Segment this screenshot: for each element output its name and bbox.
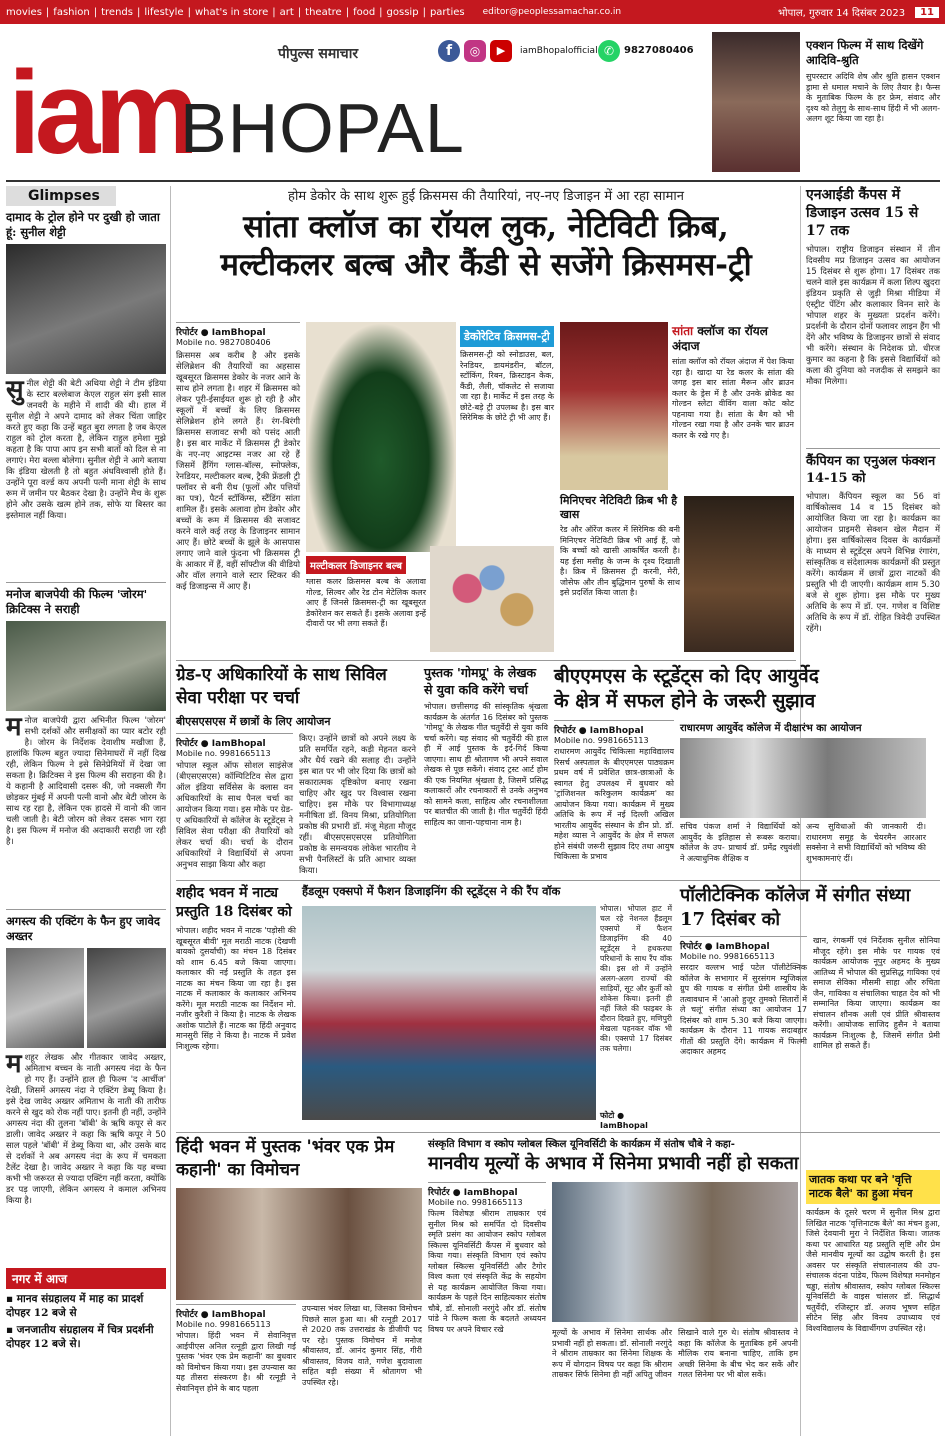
story3-photo-2	[87, 948, 166, 1048]
campion-body: भोपाल। कैंपियन स्कूल का 56 वां वार्षिकोत्सव 14 व 15 दिसंबर को आयोजित किया जा रहा है। कार्यक्रम का आयोजन प्राइमरी सेक्शन खेल मैदान में होगा। इस वार्षिकोत्सव दिवस के कार्यक्रमों के माध्यम से स्टूडेंट्स अपने विभिन्न रंगारंग, सांस्कृतिक व संदेशात्मक कार्यक्रमों की प्रस्तुत करेंगे। कार्यक्रम में छात्रों द्वारा नाटकों की प्रस्तुति भी दी जाएगी। कार्यक्रम शाम 5.30 बजे से शुरू होगा। इस मौके पर मुख्य अतिथि के रूप में डॉ. एन. गणेश व विशिष्ट अतिथि के रूप में डॉ. रोहित त्रिवेदी उपस्थित रहेंगे।	[806, 491, 940, 633]
nid-headline: एनआईडी कैंपस में डिजाइन उत्सव 15 से 17 तक	[806, 187, 919, 239]
story1-photo	[6, 244, 166, 374]
nav-item[interactable]: theatre	[305, 6, 342, 18]
nav-separator: |	[272, 6, 276, 18]
jatak-headline: जातक कथा पर बने 'वृत्ति नाटक बैले' का हुआ मंचन	[809, 1173, 913, 1200]
story3-headline: अगस्त्य की एक्टिंग के फैन हुए जावेद अख्तर	[6, 914, 161, 943]
bams-col-1	[554, 720, 674, 872]
bams-body-1: राधारमण आयुर्वेद चिकित्सा महाविद्यालय रिसर्च अस्पताल के बीएएमएस पाठ्यक्रम प्रथम वर्ष में प्रवेशित छात्र-छात्राओं के स्वागत हेतु उपलक्ष्य में बुधवार को 'ट्रांजिशनल करिकुलम कार्यक्रम' का आयोजन किया गया। कार्यक्रम में मुख्य अतिथि के रूप में नई दिल्ली अखिल भारतीय आयुर्वेद संस्थान के डीन प्रो. डॉ. महेश व्यास ने आयुर्वेद के क्षेत्र में सफल होने संबंधी जरूरी सुझाव दिए तथा आयुष चिकित्सा के प्रभाव	[554, 747, 674, 861]
lead-headline-2: मल्टीकलर बल्ब और कैंडी से सजेंगे क्रिसमस-ट्री	[220, 247, 752, 283]
lead-headline-1: सांता क्लॉज का रॉयल लुक, नेटिविटी क्रिब,	[243, 209, 729, 245]
story1-body	[6, 375, 166, 578]
hindi-mobile: Mobile no. 9981665113	[176, 1320, 271, 1329]
teaser-story	[806, 38, 940, 178]
youtube-icon[interactable]: ▶	[490, 40, 512, 62]
santa-title-box	[672, 324, 794, 354]
gompru-headline: पुस्तक 'गोमप्रू' के लेखक से युवा कवि करेंगे चर्चा	[424, 665, 537, 697]
bams-subhead: राधारमण आयुर्वेद कॉलेज में दीक्षारंभ का आयोजन	[680, 723, 862, 734]
story3-drop: म	[6, 1049, 22, 1079]
santa-photo	[560, 322, 668, 490]
lead-mobile: Mobile no. 9827080406	[176, 338, 271, 347]
cinema-body-1: फिल्म विशेषज्ञ श्रीराम ताम्रकार एवं सुनील मिश्र को समर्पित दो दिवसीय स्मृति प्रसंग का आयोजन स्कोप ग्लोबल स्किल्स यूनिवर्सिटी कैंपस में बुधवार को किया गया। संस्कृति विभाग एवं स्कोप ग्लोबल स्किल्स यूनिवर्सिटी और टैगोर विश्व कला एवं संस्कृति केंद्र के सहयोग से यह कार्यक्रम आयोजित किया गया। कार्यक्रम के पहले दिन साहित्यकार संतोष चौबे, डॉ. सोनाली नरगुंदे और डॉ. संतोष पांडे ने फिल्म कला के बदलते अध्ययन विषय पर अपने विचार रखे	[428, 1209, 546, 1334]
handloom-photo-credit: फोटो ● IamBhopal	[600, 1111, 648, 1130]
shaheed-story	[176, 884, 296, 1128]
masthead	[8, 28, 708, 178]
hindi-headline: हिंदी भवन में पुस्तक 'भंवर एक प्रेम कहानी' का विमोचन	[176, 1137, 395, 1180]
nav-item[interactable]: lifestyle	[144, 6, 184, 18]
divider	[176, 880, 940, 881]
bulb-title: मल्टीकलर डिजाइनर बल्ब	[306, 556, 406, 574]
lead-byline	[176, 322, 300, 347]
nagar-label: नगर में आज	[6, 1268, 166, 1289]
column-rule	[170, 186, 171, 1436]
crib-photo	[684, 496, 794, 652]
handloom-story	[302, 884, 672, 1128]
page-number: 11	[915, 7, 939, 18]
nav-item[interactable]: food	[353, 6, 376, 18]
jatak-headline-box	[806, 1170, 940, 1204]
jatak-body: कार्यक्रम के दूसरे चरण में सुनील मिश्र द्वारा लिखित नाटक 'वृत्तिनाटक बैले' का मंचन हुआ, जिसे देवयानी मुरा ने निर्देशित किया। जातक कथा पर आधारित यह प्रस्तुति सृष्टि और प्रेम जैसे मानवीय मूल्यों का उद्घोष करती है। इस अवसर पर संस्कृति संचालनालय की उप-संचालक वंदना पांडेय, फिल्म विशेषज्ञ मनमोहन चड्ढा, संतोष श्रीवास्तव, स्कोप ग्लोबल स्किल्स यूनिवर्सिटी के वाइस चांसलर डॉ. सिद्धार्थ चतुर्वेदी, रजिस्ट्रार डॉ. अजय भूषण सहित सीटेन सिंह और विनय उपाध्याय एवं विश्वविद्यालय के विद्यार्थीगण उपस्थित रहे।	[806, 1208, 940, 1333]
instagram-icon[interactable]: ◎	[464, 40, 486, 62]
gompru-story	[424, 664, 548, 874]
bams-photo	[680, 738, 926, 818]
glimpses-column	[6, 186, 166, 1436]
poly-byline-text: रिपोर्टर ● IamBhopal	[680, 942, 770, 952]
bams-mobile: Mobile no. 9981665113	[554, 736, 649, 745]
crib-body: रेड और ऑरेंज कलर में सिरेमिक की बनी मिनिएचर नेटिविटी क्रिब भी आई हैं, जो कि बच्चों को खासी आकर्षित करती है। यह ईसा मसीह के जन्म के दृश्य दिखाती है। क्रिब में क्रिसमस ट्री करनी, मेरी, जोसेफ और तीन बुद्धिमान पुरुषों के साथ इसे प्रदर्शित किया जाता है।	[560, 525, 680, 597]
cinema-byline-text: रिपोर्टर ● IamBhopal	[428, 1188, 518, 1198]
decor-body: क्रिसमस-ट्री को स्नोडाउस, बल, रेनडियर, डायमंडरीन, बॉटल, स्टॉकिंग, रिबन, क्रिस्टाइन केक, कैंडी, लैली, चॉकलेट से सजाया जा रहा है। मार्केट में इस तरह के छोटे-बड़े ट्री उपलब्ध है। इस बार सिरेमिक के छोटे ट्री भी आए हैं।	[460, 350, 554, 422]
story1-headline: दामाद के ट्रोल होने पर दुखी हो जाता हूं: सुनील शेट्टी	[6, 210, 160, 239]
grade-byline	[176, 733, 293, 758]
glimpses-label: Glimpses	[6, 186, 116, 206]
shaheed-headline: शहीद भवन में नाट्य प्रस्तुति 18 दिसंबर को	[176, 885, 292, 920]
issue-date: भोपाल, गुरुवार 14 दिसंबर 2023	[778, 8, 906, 19]
campion-headline: कैंपियन का एनुअल फंक्शन 14-15 को	[806, 454, 936, 486]
masthead-rule	[6, 180, 940, 182]
lead-byline-text: रिपोर्टर ● IamBhopal	[176, 328, 266, 338]
gompru-body: भोपाल। छत्तीसगढ़ की सांस्कृतिक श्रृंखला कार्यक्रम के अंतर्गत 16 दिसंबर को पुस्तक 'गोमप्रू' के लेखक गीत चतुर्वेदी से युवा कवि चर्चा करेंगे। यह संवाद श्री चतुर्वेदी की हाल ही में आई पुस्तक के इर्द-गिर्द किया जाएगा। साथ ही श्रोतागण भी अपने सवाल लेखक से पूछ सकेंगे। संवाद ट्रस्ट आर्ट होम की एक नियमित श्रृंखला है, जिसमें प्रसिद्ध कलाकारों और रचनाकारों से उनके अनुभव को सामने कला, साहित्य और रचनाशीलता पर बातचीत की जाती है। गीत चतुर्वेदी हिंदी साहित्य का जाना-पहचाना नाम है।	[424, 702, 548, 827]
nav-item[interactable]: gossip	[386, 6, 419, 18]
grade-body-1: भोपाल स्कूल ऑफ सोशल साइंसेज (बीएसएसएस) कॉम्पिटिटिव सेल द्वारा ऑल इंडिया सर्विसेस के क्लास वन अधिकारियों के साथ पैनल चर्चा का आयोजन किया गया। इस मौके पर ग्रेड-ए अधिकारियों से कॉलेज के स्टूडेंट्स ने सिविल सेवा परीक्षा की तैयारियों को लेकर चर्चा की। चर्चा के दौरान अधिकारियों ने विद्यार्थियों से अपना अनुभव साझा किया और कहा	[176, 760, 293, 869]
top-nav-bar	[0, 0, 945, 24]
poly-body-2: खान, रंगकर्मी एवं निर्देशक सुनील सोनिया मौजूद रहेंगे। इस मौके पर गायक एवं कार्यक्रम आयोजक नूपुर अहमद के मुख्य आतिथ्य में भोपाल की सुप्रसिद्ध गायिका एवं समाज सेविका मौसमी साहा और रुचिता जैन, गायिका व संचालिका चाहत देव को भी सम्मानित किया जाएगा। कार्यक्रम का संचालन शौनक अली एवं प्रीति श्रीवास्तव करेंगी। आयोजक साजिद हुसैन ने बताया कार्यक्रम निःशुल्क है, जिसमें संगीत प्रेमी शामिल हो सकते हैं।	[813, 936, 940, 1050]
cinema-kicker: संस्कृति विभाग व स्कोप ग्लोबल स्किल यूनिवर्सिटी के कार्यक्रम में संतोष चौबे ने कहा-	[428, 1139, 735, 1150]
story2-drop: म	[6, 712, 22, 742]
grade-body-2: किए। उन्होंने छात्रों को अपने लक्ष्य के प्रति समर्पित रहने, कड़ी मेहनत करने और धैर्य रखने की सलाह दी। उन्होंने इस बात पर भी जोर दिया कि छात्रों को सकारात्मक दृष्टिकोण बनाए रखना चाहिए और खुद पर विश्वास रखना चाहिए। इस मौके पर विभागाध्यक्ष मनीषिता डॉ. विनय मिश्रा, प्रतियोगिता प्रकोष्ठ की प्रभारी डॉ. मंजू मेहता मौजूद रहीं। बीएसएसएसएस प्रतियोगिता प्रकोष्ठ के समन्वयक लोकेश भारतीय ने सभी पैनलिस्टों के प्रति आभार व्यक्त किया।	[299, 733, 416, 875]
bams-byline-text: रिपोर्टर ● IamBhopal	[554, 726, 644, 736]
paper-name: पीपुल्स समाचार	[278, 46, 359, 62]
crib-title: मिनिएचर नेटिविटी क्रिब भी है खास	[560, 494, 678, 521]
handloom-headline: हैंडलूम एक्सपो में फैशन डिजाइनिंग की स्टूडेंट्स ने की रैंप वॉक	[302, 884, 561, 898]
poly-story	[680, 884, 940, 1128]
shaheed-body: भोपाल। शहीद भवन में नाटक 'पड़ोसी की खूबसूरत बीवी' मूल मराठी नाटक (देखणी बायको दुसर्यांची) का मंचन 18 दिसंबर को शाम 6.45 बजे किया जाएगा। कलाकार की नई प्रस्तुति के तहत इस नाटक का मंचन किया जा रहा है। इस नाटक में कलाकार के कलाकार अभिनय करेंगे। मूल मराठी नाटक का निर्देशन मो. नजीर कुरैशी ने किया है। नाटक के लेखक अशोक पाटोले हैं। नाटक का हिंदी अनुवाद मानसुरी सिंह ने किया है। नाटक में प्रवेश निःशुल्क रहेगा।	[176, 926, 296, 1051]
logo-iam: iam	[8, 47, 194, 179]
xmas-tree-photo	[306, 322, 456, 552]
lead-body: क्रिसमस अब करीब है और इसके सेलिब्रेशन की तैयारियों का अहसास खूबसूरत क्रिसमस डेकोर के नजर आने के साथ होने लगता है। शहर में क्रिसमस को लेकर पूरी-ईसाईयत शुरू हो रही है और स्कूलों में बच्चों के लिए क्रिसमस सेलिब्रेशन होने लगते हैं। रंग-बिरंगी क्रिसमस सजावट सभी को पसंद आती है। इस बार मार्केट में क्रिसमस ट्री डेकोर के नए-नए आइटम्स नजर आ रहे हैं जिसमें हैंगिंग ग्लास-बॉल्स, स्नोफ्लेक, रेनडियर, मल्टीकलर बल्ब, ट्रैकी फ्रेंडली ट्री फ्लॉवर से बनी रीथ (फूलों और पत्तियों का पत्र), पैटर्न स्टॉकिंग्स, स्टैंडिंग सांता शामिल हैं। इसके अलावा होम डेकोर और बच्चों के रूम में क्रिसमस की सजावट करने वाले कई तरह के डिजाइनर सामान आए हैं। छोटे बच्चों के झूले के आसपास लगाए जाने वाले फुंदना भी क्रिसमस ट्री के आकार में हैं, वहीं सॉफ्टीज की वीडियो और वॉल लगाने वाले स्टार स्टिकर की कई डिजाइन्स में आए हैं।	[176, 350, 300, 591]
cinema-byline	[428, 1182, 546, 1207]
grade-col-1	[176, 733, 293, 869]
cinema-body-3: सिखाने वाले गुरु थे। संतोष श्रीवास्तव ने कहा कि कॉलेज के मुताबिक हमें अपनी मौलिक राय बनाना चाहिए, ताकि हम अच्छी सिनेमा के बीच भेद कर सकें और गलत सिनेमा पर भी बोल सकें।	[678, 1328, 798, 1379]
grade-byline-text: रिपोर्टर ● IamBhopal	[176, 739, 266, 749]
lead-story	[176, 186, 796, 656]
nav-item[interactable]: parties	[429, 6, 465, 18]
facebook-icon[interactable]: f	[438, 40, 460, 62]
nav-separator: |	[187, 6, 191, 18]
grade-mobile: Mobile no. 9981665113	[176, 749, 271, 758]
story3-body	[6, 1049, 166, 1264]
hindi-byline-text: रिपोर्टर ● IamBhopal	[176, 1310, 266, 1320]
nav-item[interactable]: movies	[6, 6, 42, 18]
grade-subhead: बीएसएसएस में छात्रों के लिए आयोजन	[176, 715, 331, 728]
poly-byline	[680, 936, 807, 961]
whatsapp-icon[interactable]: ✆	[598, 40, 620, 62]
nav-separator: |	[93, 6, 98, 18]
bams-headline-2: के क्षेत्र में सफल होने के जरूरी सुझाव	[554, 690, 816, 712]
nagar-item-2: ▪ जनजातीय संग्रहालय में चित्र प्रदर्शनी दोपहर 12 बजे से।	[6, 1324, 154, 1350]
santa-box	[672, 324, 794, 494]
hindi-body-2: उपन्यास भंवर लिखा था, जिसका विमोचन पिछले साल हुआ था। श्री रत्नूड़ी 2017 से 2020 तक उत्तराखंड के डीजीपी पद पर रहे। पुस्तक विमोचन में मनोज श्रीवास्तव, डॉ. आनंद कुमार सिंह, गीरी श्रीवास्तव, विजय वाते, गणेश बुदावाला सहित बड़ी संख्या में श्रोतागण भी उपस्थित रहे।	[302, 1304, 422, 1387]
poly-mobile: Mobile no. 9981665113	[680, 952, 775, 961]
hindi-body-1: भोपाल। हिंदी भवन में सेवानिवृत्त आईपीएस अनिल रत्नूड़ी द्वारा लिखी गई पुस्तक 'भंवर एक प्रेम कहानी' का बुधवार को विमोचन किया गया। इस उपन्यास का यह तीसरा संस्करण है। श्री रत्नूड़ी ने सेवानिवृत्त होने के बाद पहला	[176, 1331, 296, 1393]
cinema-headline: मानवीय मूल्यों के अभाव में सिनेमा प्रभावी नहीं हो सकता	[428, 1153, 799, 1174]
decor-box	[460, 326, 554, 536]
nav-separator: |	[45, 6, 50, 18]
whatsapp-number[interactable]: 9827080406	[624, 45, 694, 56]
logo-city: BHOPAL	[180, 89, 465, 167]
section-nav	[6, 7, 465, 18]
bulb-box	[306, 554, 426, 654]
editor-email: editor@peoplessamachar.co.in	[482, 7, 622, 17]
divider	[176, 1132, 940, 1133]
nav-separator: |	[422, 6, 426, 18]
nav-item[interactable]: art	[279, 6, 294, 18]
social-handle[interactable]: iamBhopalofficial	[520, 46, 598, 56]
nav-separator: |	[136, 6, 141, 18]
jatak-story	[806, 1170, 940, 1436]
story1-drop: सु	[6, 375, 24, 405]
hindi-col-1	[176, 1304, 296, 1419]
bams-byline	[554, 720, 674, 745]
nagar-item-2-text: जनजातीय संग्रहालय में चित्र प्रदर्शनी दोपहर 12 बजे से।	[6, 1324, 154, 1350]
poly-columns	[680, 936, 940, 1104]
divider	[806, 448, 940, 449]
bams-headline-1: बीएएमएस के स्टूडेंट्स को दिए आयुर्वेद	[554, 665, 819, 687]
bulb-body: ग्लास कलर क्रिसमस बल्ब के अलावा गोल्ड, सिल्वर और रेड टोन मेटेलिक कलर आए हैं जिनसे क्रिसमस-ट्री का खूबसूरत डेकोरेशन कर सकते हैं। इसके अलावा इन्हें दीवारों पर भी लगा सकते हैं।	[306, 577, 426, 628]
story2-text: नोज बाजपेयी द्वारा अभिनीत फिल्म 'जोरम' सभी दर्शकों और समीक्षकों का प्यार बटोर रही है। जोरम के निर्देशक देवाशीष मखीजा हैं, हालांकि फिल्म बहुत ज्यादा सिनेमाघरों में नहीं दिख रही, लेकिन फिल्म ने इसे सिनेप्रेमियों में देखा जा सकता है। क्रिटिक्स ने इस फिल्म की सराहना की है। ये कहानी है आदिवासी दसरू की, जो नक्सली गैंग छोड़कर मुंबई में अपनी पत्नी वानो और बेटी जोरम के साथ रह रहा है, लेकिन एक हादसे में वानो की जान चली जाती है। बेटी जोरम को लेकर दसरू भाग रहा है। इस फिल्म में मनोज की अदाकारी सराही जा रही है।	[6, 715, 166, 846]
cinema-body-2: मूल्यों के अभाव में सिनेमा सार्थक और प्रभावी नहीं हो सकता। डॉ. सोनाली नरगुंदे ने श्रीराम ताम्रकार का सिनेमा शिक्षक के रूप में योगदान विषय पर कहा कि श्रीराम ताम्रकर सिर्फ सिनेमा ही नहीं अपितु जीवन	[552, 1328, 672, 1379]
cinema-mobile: Mobile no. 9981665113	[428, 1198, 523, 1207]
handloom-body: भोपाल। भोपाल हाट में चल रहे नेशनल हैंडलूम एक्सपो में फैशन डिजाइनिंग की 40 स्टूडेंट्स ने हथकरघा परिधानों के साथ रैंप वॉक की। इस शो में उन्होंने अलग-अलग राज्यों की साड़ियों, सूट और कुर्ती को शोकेस किया। इतनी ही नहीं जिले की फाइबर के दौरान दिखते हुए, मणिपुरी मेखला पहनकर वॉक भी की। एक्सपो 17 दिसंबर तक चलेगा।	[600, 904, 672, 1053]
grade-columns	[176, 733, 416, 875]
hindi-story	[176, 1136, 422, 1436]
santa-body: सांता क्लॉज को रॉयल अंदाज में पेश किया रहा है। खादा या रेड कलर के सांता की जगह इस बार सांता मैरून और ब्राउन कलर के ड्रेस में है और उनके ब्रोकेड का गोल्डन स्लेटा वीविंग वाला कोट कोट पहनाया गया है। सांता के बैग को भी गोल्डन रखा गया है और उनके चार ब्राउन कलर के रखे गए है।	[672, 357, 794, 440]
santa-title-red: सांता	[672, 324, 694, 338]
divider	[176, 660, 796, 661]
handloom-photo	[302, 906, 596, 1120]
social-icons	[438, 40, 524, 68]
nav-item[interactable]: what's in store	[194, 6, 269, 18]
story2-photo	[6, 621, 166, 711]
nav-separator: |	[345, 6, 350, 18]
lead-text-col	[176, 322, 300, 652]
nagar-item-1: ▪ मानव संग्रहालय में माह का प्रादर्श दोपहर 12 बजे से	[6, 1293, 144, 1319]
hindi-byline	[176, 1304, 296, 1329]
teaser-body: सुपरस्टार अदिवि शेष और श्रुति हासन एक्शन ड्रामा से धमाल मचाने के लिए तैयार है। फैन्स के मुताबिक फिल्म के हर फ्रेम, संवाद और दृश्य को तेलुगु के साथ-साथ हिंदी में भी अलग-अलग शूट किया जा रहा है।	[806, 72, 940, 123]
cinema-col-1	[428, 1182, 546, 1432]
nav-item[interactable]: trends	[101, 6, 133, 18]
hindi-columns	[176, 1304, 422, 1419]
cinema-photo	[552, 1182, 798, 1322]
story3-text: शहूर लेखक और गीतकार जावेद अख्तर, अमिताभ बच्चन के नाती अगस्त्य नंदा के फैन हो गए हैं। उन्होंने हाल ही फिल्म 'द आर्चीज' देखी, जिसमें अगस्त्य नंदा ने एक्टिंग डेब्यू किया है। इसे देख जावेद अख्तर अमिताभ के नाती की तारीफ करने से खुद को रोक नहीं पाए। इतनी ही नहीं, उन्होंने अगस्त्य नंदा की तुलना 'बॉबी' के ऋषि कपूर से कर डाली। जावेद अख्तर ने कहा कि ऋषि कपूर ने 50 साल पहले 'बॉबी' में डेब्यू किया था, और उसके बाद से दर्शकों ने अब अगस्त्य नंदा के रूप में चमकता टैलेंट देखा है। जावेद अख्तर ने कहा कि यह बच्चा कभी भी जरूरत से ज्यादा एक्टिंग नहीं करता, क्योंकि डर पड़ जाएगी, लेकिन अगस्त्य ने कमाल अभिनय किया है।	[6, 1052, 166, 1205]
poly-col-1	[680, 936, 807, 1104]
nav-separator: |	[297, 6, 302, 18]
poly-headline: पॉलीटेक्निक कॉलेज में संगीत संध्या 17 दिसंबर को	[680, 885, 911, 930]
teaser-photo	[712, 32, 800, 172]
story2-headline: मनोज बाजपेयी की फिल्म 'जोरम' क्रिटिक्स ने सराही	[6, 587, 148, 616]
story2-body	[6, 712, 166, 905]
story3-photos	[6, 948, 166, 1048]
divider	[6, 909, 166, 910]
santa-title: क्लॉज का रॉयल अंदाज	[672, 324, 768, 353]
bams-body-2: सचिव पंकज शर्मा ने विद्यार्थियों को आयुर्वेद के इतिहास से रूबरू कराया। कॉलेज के उप- प्राचार्य डॉ. प्रमेंद्र रघुवंशी ने अत्याधुनिक शैक्षिक व	[680, 822, 800, 863]
nid-body: भोपाल। राष्ट्रीय डिजाइन संस्थान में तीन दिवसीय मप्र डिजाइन उत्सव का आयोजन 15 दिसंबर से शुरू होगा। 17 दिसंबर तक चलने वाले इस कार्यक्रम में कला शिल्प खुदरा इंडियन प्रकृति से जुड़ी मिश्रा मीडिया में एंस्ट्रीट पेंटिंग और कलाकार विनन सारे के भोपाल शहर के मुख्यतः प्रदर्शन करेंगे। प्रदर्शनी के दौरान दोनों फलावर लाइन हैंग भी देंगे और भविष्य के डिजाइनर छात्रों से संवाद भी करेंगे। संस्थान के निदेशक प्रो. धीरज कुमार का कहना है कि इससे विद्यार्थियों को कला की दुनिया को नजदीक से समझने का मौका मिलेगा।	[806, 244, 940, 386]
crib-box	[560, 494, 680, 654]
grade-story	[176, 664, 416, 874]
poly-body-1: सरदार वल्लभ भाई पटेल पॉलीटेक्निक कॉलेज के सभागार में सुरसंगम म्यूजिकल ग्रुप की गायक व संगीत प्रेमी शास्त्रीय के तत्वावधान में 'आओ हुजूर तुमको सितारों में ले चलूं' संगीत संध्या का आयोजन 17 दिसंबर को शाम 5.30 बजे किया जाएगा। कार्यक्रम के दौरान 11 गायक सदाबहार गीतों की प्रस्तुति देंगे। कार्यक्रम में फिल्मी अदाकार अहमद	[680, 963, 807, 1056]
grade-headline: ग्रेड-ए अधिकारियों के साथ सिविल सेवा परीक्षा पर चर्चा	[176, 665, 387, 708]
hindi-photo	[176, 1188, 422, 1300]
bulbs-photo	[430, 546, 554, 652]
story1-text: नील शेट्टी की बेटी अथिया शेट्टी ने टीम इंडिया के स्टार बल्लेबाज केएल राहुल संग इसी साल जनवरी के महीने में शादी की थी। हाल में सुनील शेट्टी ने अपने दामाद को लेकर चिंता जाहिर करते हुए कहा कि उन्हें बहुत बुरा लगता है जब केएल राहुल को ट्रोल करता है, लेकिन राहुल हमेशा मुझे कहता है कि पापा आप इन सभी बातों को दिल से ना लगाएं। मेरा बल्ला बोलेगा। सुनील शेट्टी ने आगे बताया कि इंडिया खेलती है तो बहुत अंधविश्वासी होते हैं। उन्होंने पूरा वर्ल्ड कप अपनी पत्नी माना शेट्टी के साथ रूम में जमीन पर बैठकर देखा है। उन्होंने मैच के शुरू होने और उसके खत्म होने तक, सोफे या बिस्तर का इस्तेमाल नहीं किया।	[6, 378, 166, 520]
bams-body-3: अन्य सुविधाओं की जानकारी दी। राधारमण समूह के चेयरमैन आरआर सक्सेना ने सभी विद्यार्थियों को भविष्य की शुभकामनाएं दीं।	[806, 822, 926, 863]
cinema-story	[428, 1136, 798, 1436]
story3-photo-1	[6, 948, 84, 1048]
nagar-item-1-text: मानव संग्रहालय में माह का प्रादर्श दोपहर 12 बजे से	[6, 1293, 144, 1319]
nav-separator: |	[379, 6, 383, 18]
lead-kicker: होम डेकोर के साथ शुरू हुई क्रिसमस की तैयारियां, नए-नए डिजाइन में आ रहा सामान	[288, 189, 684, 204]
bams-story	[554, 664, 940, 874]
decor-title: डेकोरेटिव क्रिसमस-ट्री	[460, 326, 554, 347]
divider	[6, 582, 166, 583]
nav-item[interactable]: fashion	[53, 6, 90, 18]
teaser-headline: एक्शन फिल्म में साथ दिखेंगे आदिवि-श्रुति	[806, 38, 924, 67]
